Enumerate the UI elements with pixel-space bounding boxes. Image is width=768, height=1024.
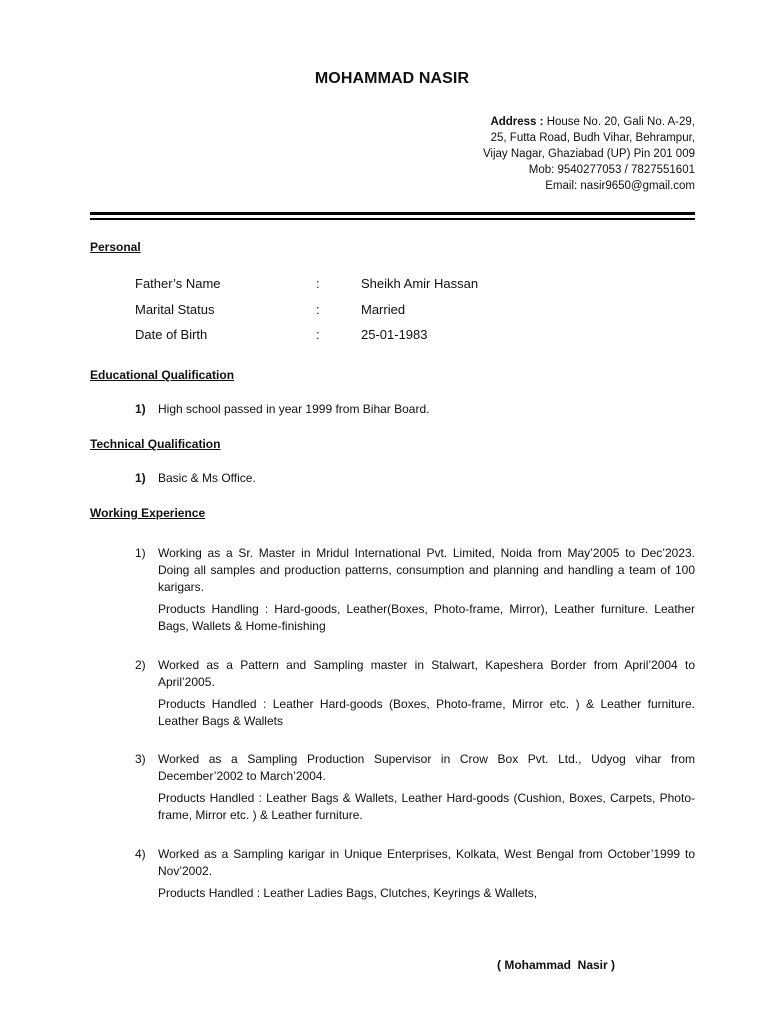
personal-row-fathers-name — [135, 276, 695, 294]
products-handled: Products Handled : Leather Hard-goods (Boxes, Photo-frame, Mirror etc. ) & Leather furniture. Leather Bags & Wallets — [158, 697, 695, 728]
field-label: Father’s Name — [135, 276, 221, 291]
field-separator: : — [316, 327, 320, 342]
experience-item-4 — [135, 846, 695, 902]
experience-item-2 — [135, 657, 695, 730]
field-label: Date of Birth — [135, 327, 208, 342]
candidate-name: MOHAMMAD NASIR — [314, 70, 470, 87]
address-line-2: 25, Futta Road, Budh Vihar, Behrampur, — [490, 132, 695, 144]
field-value: 25-01-1983 — [361, 327, 428, 342]
experience-description: Worked as a Pattern and Sampling master in Stalwart, Kapeshera Border from April’2004 to April’2005. — [158, 658, 695, 689]
field-label: Marital Status — [135, 302, 215, 317]
item-number: 1) — [135, 471, 146, 485]
technical-heading: Technical Qualification — [90, 437, 221, 451]
item-number: 1) — [135, 402, 146, 416]
experience-description: Worked as a Sampling karigar in Unique Enterprises, Kolkata, West Bengal from October’1999 to Nov’2002. — [158, 847, 695, 878]
mobile-number: Mob: 9540277053 / 7827551601 — [528, 164, 695, 176]
header-divider-thick — [90, 212, 695, 215]
item-number: 3) — [135, 752, 146, 766]
experience-description: Worked as a Sampling Production Supervisor in Crow Box Pvt. Ltd., Udyog vihar from December’2002 to March’2004. — [158, 752, 695, 783]
field-value: Sheikh Amir Hassan — [361, 276, 479, 291]
products-handled: Products Handling : Hard-goods, Leather(Boxes, Photo-frame, Mirror), Leather furniture. Leather Bags, Wallets & Home-finishing — [158, 602, 695, 633]
address-line-1 — [335, 114, 695, 130]
products-handled: Products Handled : Leather Ladies Bags, Clutches, Keyrings & Wallets, — [158, 886, 538, 900]
item-number: 1) — [135, 546, 146, 560]
field-separator: : — [316, 276, 320, 291]
field-value: Married — [361, 302, 406, 317]
item-number: 2) — [135, 658, 146, 672]
item-text: Basic & Ms Office. — [158, 471, 256, 485]
personal-heading: Personal — [90, 240, 141, 254]
personal-row-date-of-birth — [135, 327, 695, 345]
item-text: High school passed in year 1999 from Bihar Board. — [158, 402, 430, 416]
personal-row-marital-status — [135, 302, 695, 320]
experience-item-1 — [135, 545, 695, 635]
contact-block — [335, 114, 695, 194]
experience-item-3 — [135, 751, 695, 824]
education-heading: Educational Qualification — [90, 368, 235, 382]
header-divider-thin — [90, 218, 695, 220]
address-line-3: Vijay Nagar, Ghaziabad (UP) Pin 201 009 — [482, 148, 695, 160]
address-text-1: House No. 20, Gali No. A-29, — [546, 116, 695, 128]
email-address: Email: nasir9650@gmail.com — [545, 180, 695, 192]
signature: ( Mohammad Nasir ) — [497, 958, 616, 972]
experience-description: Working as a Sr. Master in Mridul International Pvt. Limited, Noida from May’2005 to Dec’2023. Doing all samples and production patterns, consumption and planning and handling a team of 100 karigars. — [158, 546, 695, 594]
experience-heading: Working Experience — [90, 506, 206, 520]
item-number: 4) — [135, 847, 146, 861]
field-separator: : — [316, 302, 320, 317]
products-handled: Products Handled : Leather Bags & Wallets, Leather Hard-goods (Cushion, Boxes, Carpets, Photo-frame, Mirror etc. ) & Leather furniture. — [158, 791, 695, 822]
address-label: Address : — [490, 116, 544, 128]
